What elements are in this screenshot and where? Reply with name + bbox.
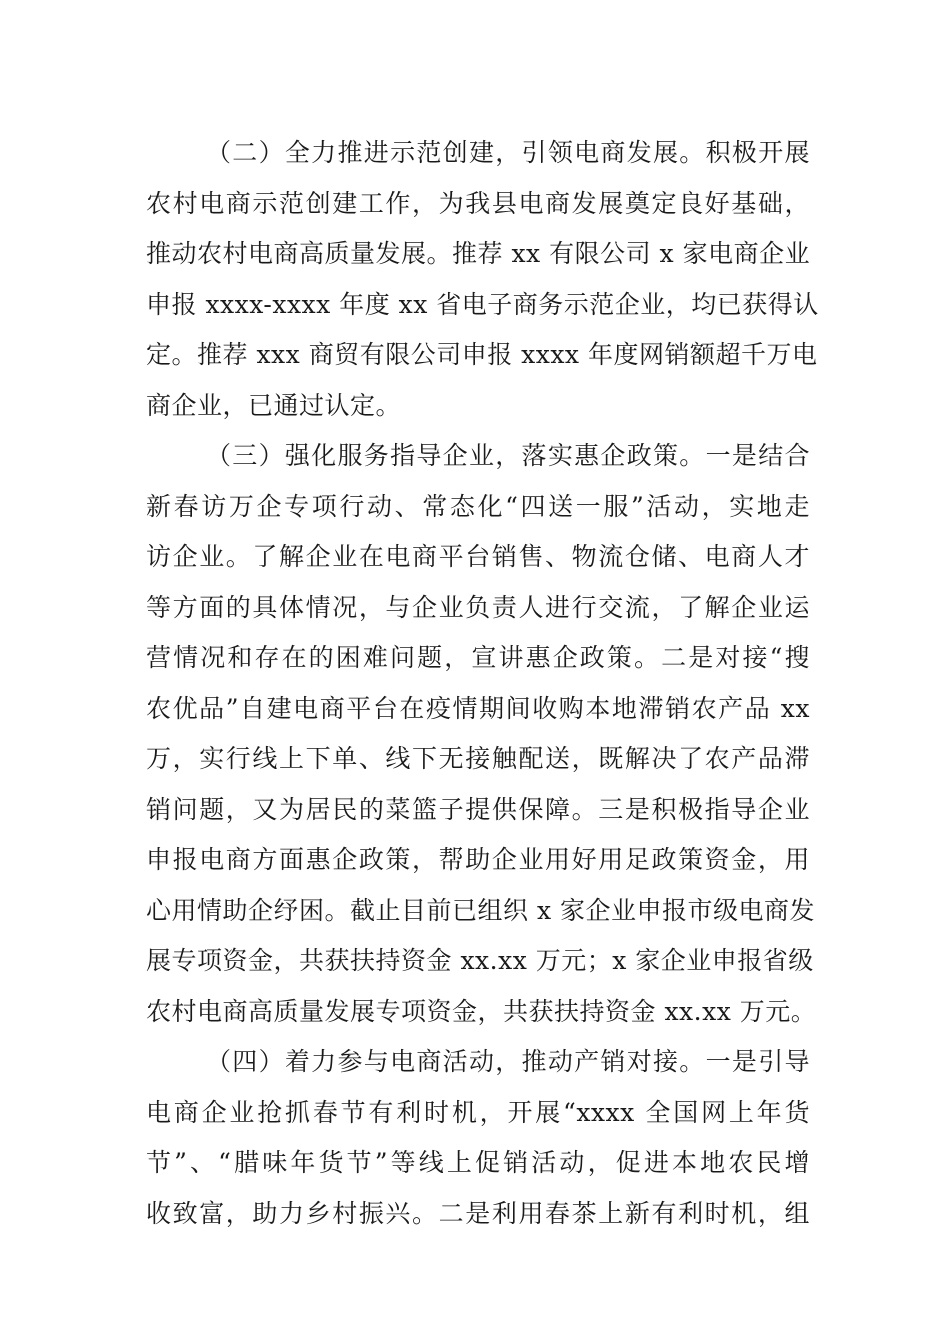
paragraph-line: 申报电商方面惠企政策，帮助企业用好用足政策资金，用 [146, 845, 810, 874]
document-body [146, 128, 819, 1239]
paragraph-line: 收致富，助力乡村振兴。二是利用春茶上新有利时机，组 [146, 1198, 810, 1228]
paragraph-line: （二）全力推进示范创建，引领电商发展。积极开展 [206, 138, 810, 167]
paragraph-2 [146, 128, 819, 431]
paragraph-line: 定。推荐 xxx 商贸有限公司申报 xxxx 年度网销额超千万电 [146, 340, 818, 369]
paragraph-line: 农优品”自建电商平台在疫情期间收购本地滞销农产品 xx [146, 693, 810, 723]
paragraph-line: （四）着力参与电商活动，推动产销对接。一是引导 [206, 1047, 810, 1076]
paragraph-line: 销问题，又为居民的菜篮子提供保障。三是积极指导企业 [146, 794, 810, 824]
paragraph-line: 电商企业抢抓春节有利时机，开展“xxxx 全国网上年货 [146, 1097, 810, 1127]
paragraph-line: 展专项资金，共获扶持资金 xx.xx 万元；x 家企业申报省级 [146, 946, 814, 975]
paragraph-3 [146, 431, 817, 1037]
paragraph-line: 新春访万企专项行动、常态化“四送一服”活动，实地走 [146, 491, 810, 521]
paragraph-line: 营情况和存在的困难问题，宣讲惠企政策。二是对接“搜 [146, 643, 810, 672]
paragraph-line: 访企业。了解企业在电商平台销售、物流仓储、电商人才 [146, 542, 810, 571]
paragraph-line: 心用情助企纾困。截止目前已组织 x 家企业申报市级电商发 [146, 895, 815, 925]
paragraph-line: 等方面的具体情况，与企业负责人进行交流，了解企业运 [146, 592, 810, 622]
paragraph-line: 申报 xxxx-xxxx 年度 xx 省电子商务示范企业，均已获得认 [146, 289, 819, 319]
paragraph-4 [146, 1037, 810, 1239]
paragraph-line: 商企业，已通过认定。 [146, 390, 402, 420]
paragraph-line: 农村电商示范创建工作，为我县电商发展奠定良好基础， [146, 188, 810, 218]
paragraph-line: 节”、“腊味年货节”等线上促销活动，促进本地农民增 [146, 1148, 810, 1177]
paragraph-line: 农村电商高质量发展专项资金，共获扶持资金 xx.xx 万元。 [146, 996, 817, 1026]
paragraph-line: （三）强化服务指导企业，落实惠企政策。一是结合 [206, 441, 810, 470]
paragraph-line: 万，实行线上下单、线下无接触配送，既解决了农产品滞 [146, 744, 810, 773]
paragraph-line: 推动农村电商高质量发展。推荐 xx 有限公司 x 家电商企业 [146, 239, 811, 268]
